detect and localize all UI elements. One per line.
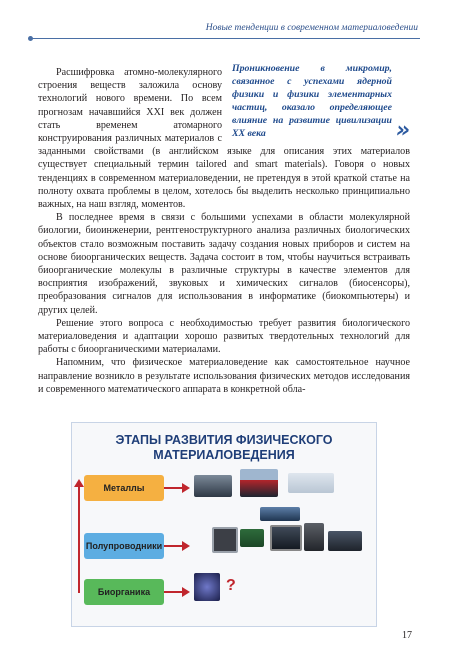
arrow-right-icon <box>182 587 190 597</box>
pullquote-text: Проникновение в микромир, связанное с успехами ядерной физики и физики элементарных частиц, оказало определяющее влияние на развитие цивилизации XX века <box>232 63 392 139</box>
circuit-board-image <box>240 529 264 547</box>
header-rule <box>30 38 420 39</box>
monitor-image <box>270 525 302 551</box>
stage-bioorganics: Биорганика <box>84 579 164 605</box>
page-number: 17 <box>402 630 412 641</box>
computer-tower-image <box>304 523 324 551</box>
stage-metals: Металлы <box>84 475 164 501</box>
icebreaker-ship-image <box>240 469 278 497</box>
diagram-title-line: МАТЕРИАЛОВЕДЕНИЯ <box>153 448 295 462</box>
paragraph: Напомним, что физическое материаловедение как самостоятельное научное направление возникло в результате использования физических методов исследования и современного математического аппарата в конкретной обла- <box>38 357 410 395</box>
double-chevron-right-icon: » <box>395 118 410 143</box>
running-header: Новые тенденции в современном материаловедении <box>205 23 418 33</box>
stage-semiconductors: Полупроводники <box>84 533 164 559</box>
airplane-image <box>288 473 334 493</box>
submarine-image <box>260 507 300 521</box>
arrow-right-icon <box>182 541 190 551</box>
paragraph: В последнее время в связи с большими успехами в области молекулярной биологии, биоинженерии, рентгеноструктурного анализа различных биологических объектов стало возможным поставить задачу создания новых приборов и систем на основе биоорганических веществ. Задача состоит в том, чтобы научиться встраивать биоорганические молекулы в различные структуры в качестве элементов для восприятия изображений, звуковых и химических сигналов (биосенсоры), преобразования сигналов для использования в информатике (биокомпьютеры) и других целей. <box>38 212 410 316</box>
laptop-image <box>328 531 362 551</box>
car-image <box>194 475 232 497</box>
question-mark: ? <box>226 577 236 594</box>
progress-arrow-vertical <box>78 485 80 593</box>
stage-arrow <box>164 487 184 489</box>
paragraph: Расшифровка атомно-молекулярного строения веществ заложила основу технологий нового времени. По всем прогнозам начавшийся XXI век должен стать временем атомарного конструирования различных материалов с заданными свойствами (в английском языке для описания этих материалов существует специальный термин tailored and smart materials). Говоря о новых тенденциях в современном материаловедении, не претендуя в этой краткой статье на полноту охвата проблемы в целом, хотелось бы выделить несколько принципиально важных, на наш взгляд, моментов. <box>38 67 410 211</box>
brain-image <box>194 573 220 601</box>
stage-arrow <box>164 545 184 547</box>
arrow-up-head-icon <box>74 479 84 487</box>
paragraph: Решение этого вопроса с необходимостью требует развития биологического материаловедения и адаптации хорошо развитых твердотельных технологий для работы с биоорганическими материалами. <box>38 317 410 356</box>
chip-image <box>212 527 238 553</box>
pullquote <box>232 62 410 143</box>
stage-arrow <box>164 591 184 593</box>
stages-diagram <box>71 422 377 627</box>
arrow-right-icon <box>182 483 190 493</box>
diagram-title <box>72 433 376 463</box>
diagram-title-line: ЭТАПЫ РАЗВИТИЯ ФИЗИЧЕСКОГО <box>115 433 333 447</box>
article-body <box>38 63 410 396</box>
